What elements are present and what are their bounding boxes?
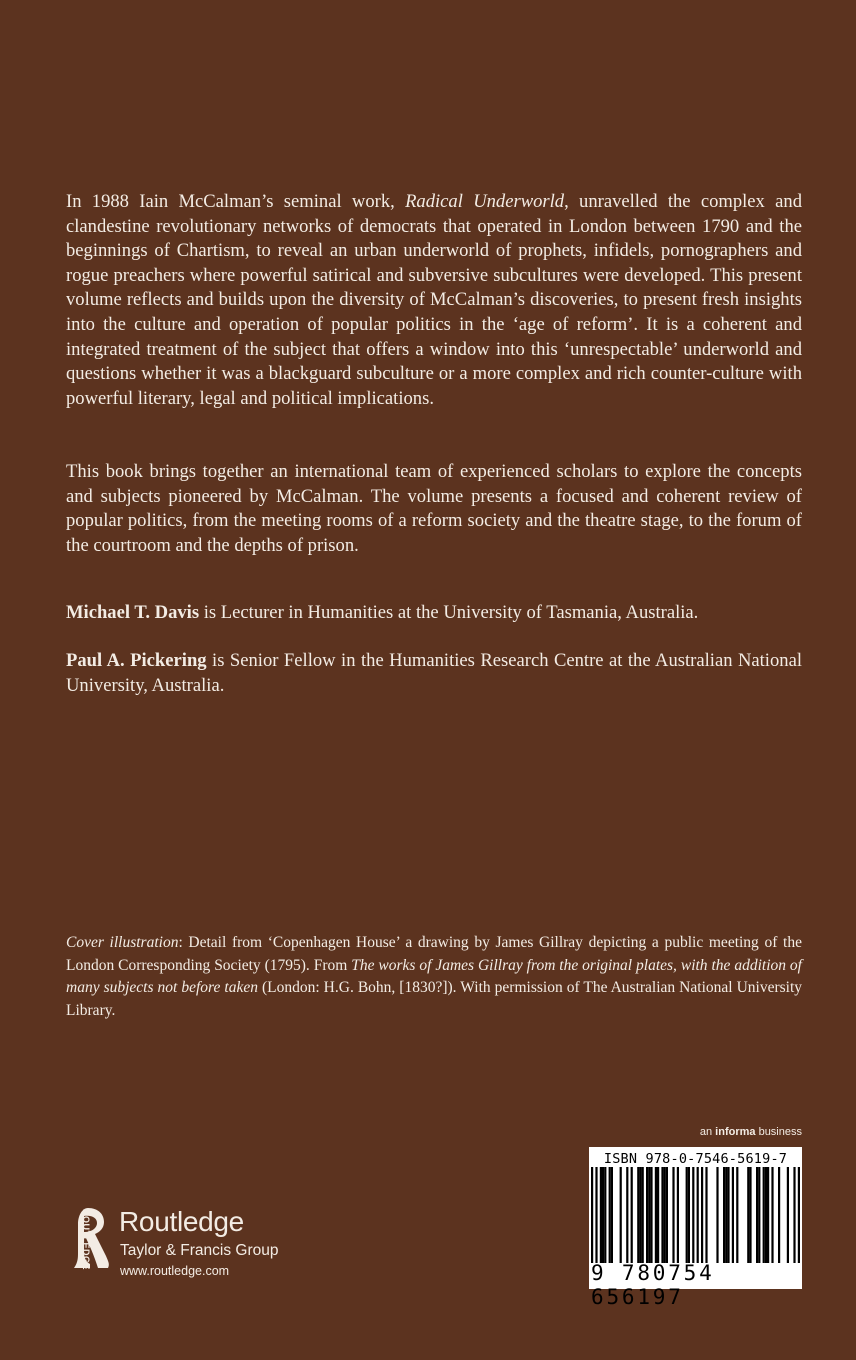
informa-brand: informa	[715, 1126, 756, 1138]
barcode-bar	[620, 1167, 622, 1263]
barcode-bar	[778, 1167, 780, 1263]
blurb-p1-text-a: In 1988 Iain McCalman’s seminal work,	[66, 191, 406, 212]
author-bio-davis	[66, 601, 802, 626]
barcode-bar	[686, 1167, 688, 1263]
barcode-bar	[749, 1167, 751, 1263]
publisher-url: www.routledge.com	[120, 1264, 230, 1278]
author-name: Michael T. Davis	[66, 602, 200, 623]
barcode-bar	[639, 1167, 641, 1263]
barcode-bar	[763, 1167, 765, 1263]
routledge-vertical-mark: ROUTLEDGE	[81, 1209, 91, 1271]
cover-credit-text-b: (London: H.G. Bohn, [1830?]). With permission of The Australian National University Library.	[66, 979, 803, 1019]
barcode-bar	[655, 1167, 657, 1263]
publisher-group: Taylor & Francis Group	[120, 1242, 279, 1259]
barcode-bar	[648, 1167, 650, 1263]
barcode-bar	[771, 1167, 773, 1263]
barcode-bar	[727, 1167, 729, 1263]
barcode-bar	[723, 1167, 725, 1263]
barcode-bar	[611, 1167, 613, 1263]
barcode-bars	[589, 1167, 802, 1263]
isbn-barcode	[589, 1147, 802, 1309]
cover-credit-source-title: The works of James Gillray from the original plates, with the addition of many subjects not before taken	[66, 956, 802, 996]
barcode-bar	[677, 1167, 679, 1263]
informa-business-tag	[700, 1126, 802, 1138]
informa-prefix: an	[699, 1126, 716, 1138]
barcode-bar	[716, 1167, 718, 1263]
barcode-bar	[650, 1167, 652, 1263]
barcode-bar	[798, 1167, 800, 1263]
barcode-bar	[595, 1167, 597, 1263]
publisher-logo	[64, 1206, 324, 1286]
barcode-bar	[626, 1167, 628, 1263]
barcode-bar	[725, 1167, 727, 1263]
barcode-bar	[793, 1167, 795, 1263]
isbn-digits: 9 780754 656197	[591, 1261, 715, 1309]
barcode-bar	[732, 1167, 734, 1263]
blurb-p1-text-b: , unravelled the complex and clandestine revolutionary networks of democrats that operated in London between 1790 and the beginnings of Chartism, to reveal an urban underworld of prophets, infidels, pornographers and rogue preachers where powerful satirical and subversive subcultures were developed. This present volume reflects and builds upon the diversity of McCalman’s discoveries, to present fresh insights into the culture and operation of popular politics in the ‘age of reform’. It is a coherent and integrated treatment of the subject that offers a window into this ‘unrespectable’ underworld and questions whether it was a blackguard subculture or a more complex and rich counter-culture with powerful literary, legal and political implications.	[66, 191, 802, 409]
barcode-bar	[705, 1167, 707, 1263]
barcode-bar	[609, 1167, 611, 1263]
barcode-bar	[701, 1167, 703, 1263]
author-bio-text: is Senior Fellow in the Humanities Research Centre at the Australian National University, Australia.	[66, 650, 802, 696]
barcode-bar	[637, 1167, 639, 1263]
barcode-bar	[666, 1167, 668, 1263]
barcode-bar	[631, 1167, 633, 1263]
barcode-bar	[672, 1167, 674, 1263]
blurb-paragraph-2: This book brings together an international team of experienced scholars to explore the concepts and subjects pioneered by McCalman. The volume presents a focused and coherent review of popular politics, from the meeting rooms of a reform society and the theatre stage, to the forum of the courtroom and the depths of prison.	[66, 461, 802, 556]
isbn-label: ISBN 978-0-7546-5619-7	[603, 1151, 788, 1167]
book-title-reference: Radical Underworld	[405, 191, 565, 212]
barcode-bar	[591, 1167, 593, 1263]
barcode-bar	[600, 1167, 602, 1263]
cover-illustration-label: Cover illustration	[66, 934, 179, 951]
barcode-bar	[787, 1167, 789, 1263]
blurb-paragraph-1	[66, 190, 802, 411]
barcode-bar	[767, 1167, 769, 1263]
barcode-bar	[657, 1167, 659, 1263]
barcode-bar	[736, 1167, 738, 1263]
barcode-bar	[688, 1167, 690, 1263]
barcode-bar	[758, 1167, 760, 1263]
barcode-bar	[697, 1167, 699, 1263]
informa-suffix: business	[755, 1126, 802, 1138]
cover-illustration-credit	[66, 932, 802, 1022]
barcode-bar	[642, 1167, 644, 1263]
cover-credit-text-a: : Detail from ‘Copenhagen House’ a drawing by James Gillray depicting a public meeting of the London Corresponding Society (1795). From	[66, 934, 802, 974]
barcode-bar	[756, 1167, 758, 1263]
publisher-name: Routledge	[119, 1206, 244, 1237]
barcode-bar	[604, 1167, 606, 1263]
author-name: Paul A. Pickering	[66, 650, 207, 671]
author-bio-pickering	[66, 649, 802, 698]
barcode-bar	[646, 1167, 648, 1263]
barcode-bar	[692, 1167, 694, 1263]
barcode-bar	[661, 1167, 663, 1263]
barcode-bar	[747, 1167, 749, 1263]
author-bio-text: is Lecturer in Humanities at the University of Tasmania, Australia.	[199, 602, 699, 623]
barcode-bar	[602, 1167, 604, 1263]
barcode-bar	[664, 1167, 666, 1263]
barcode-bar	[765, 1167, 767, 1263]
